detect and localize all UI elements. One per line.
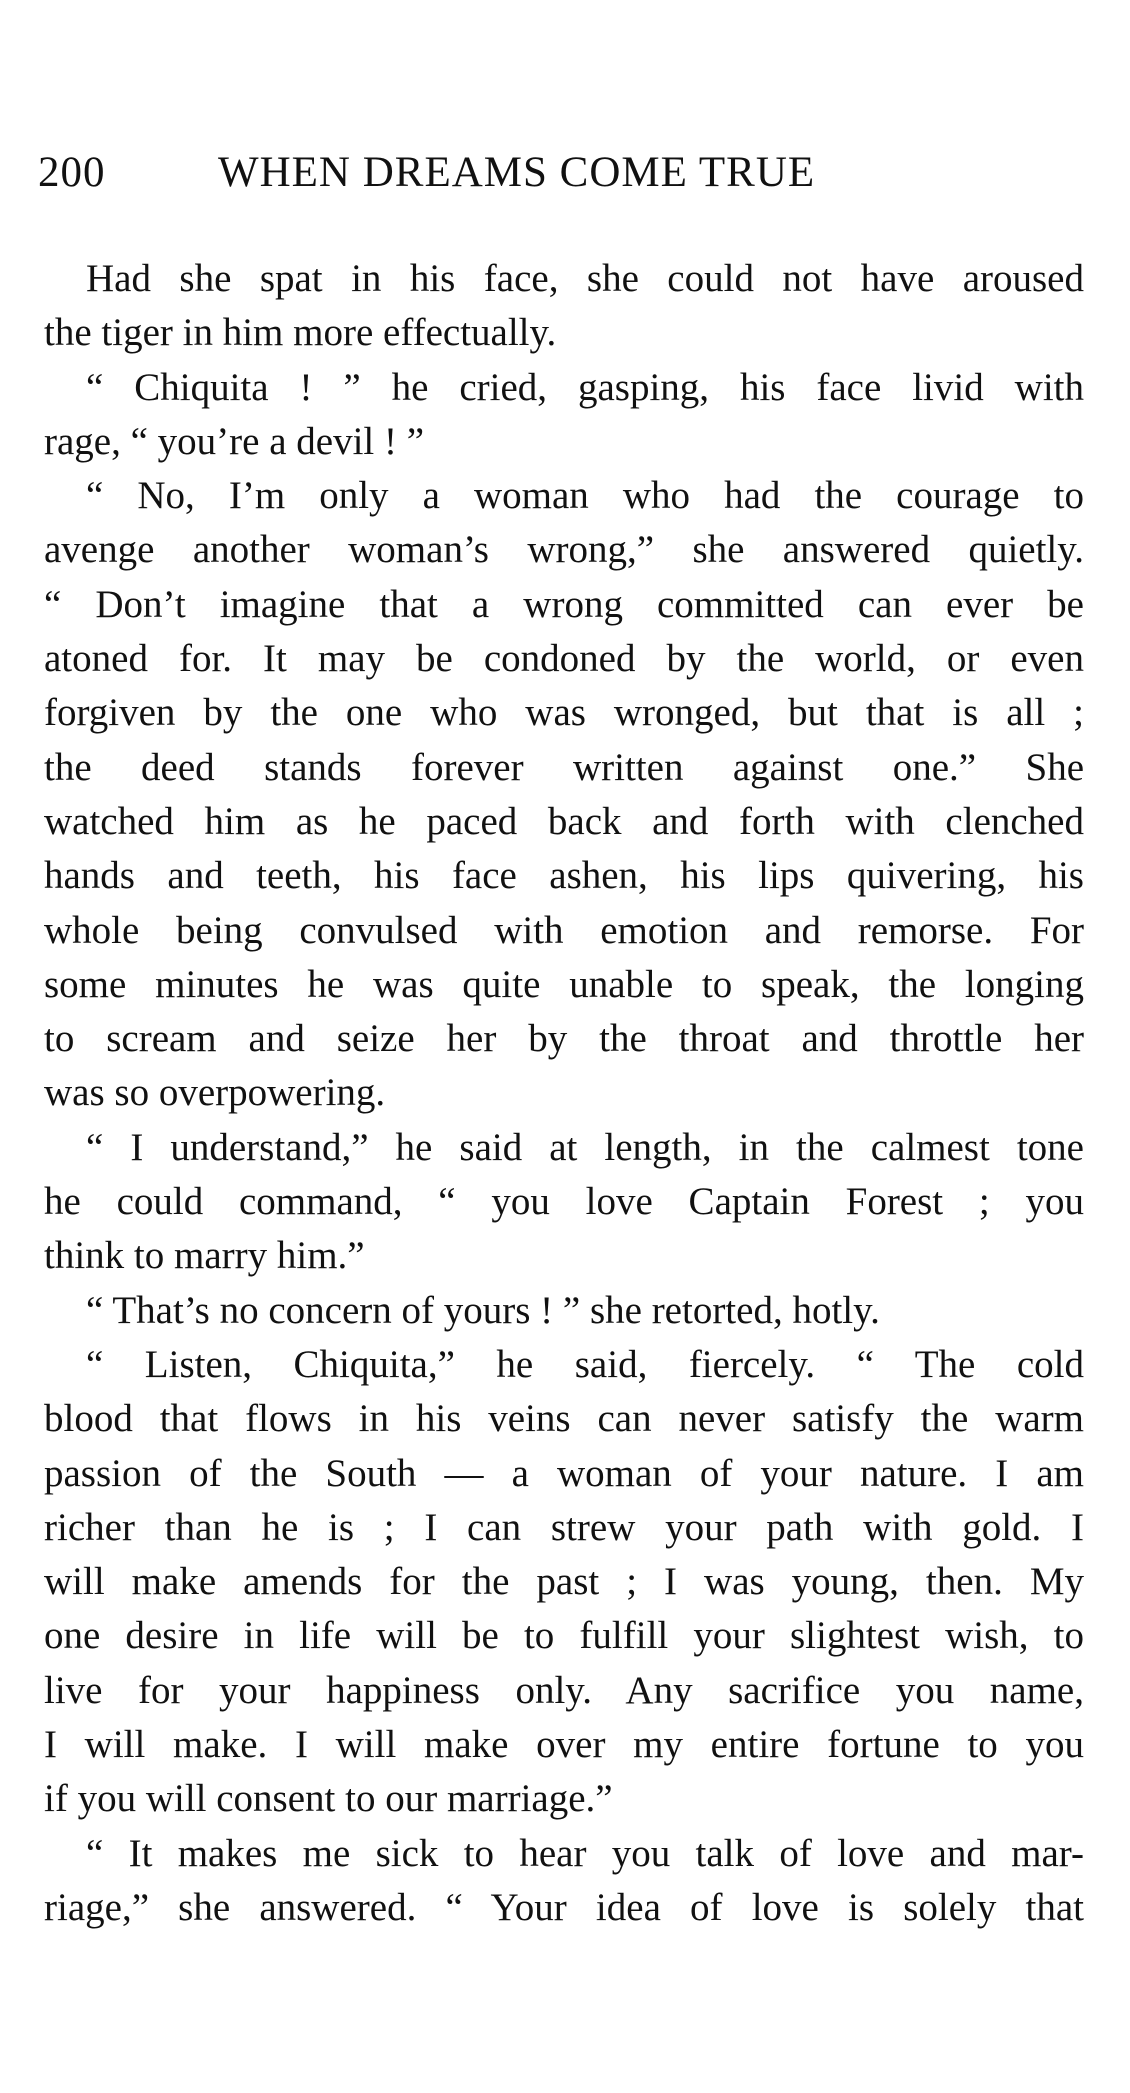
text-line: will make amends for the past ; I was young, then. My <box>44 1560 1084 1604</box>
text-line: “ No, I’m only a woman who had the courage to <box>86 474 1084 518</box>
text-line: hands and teeth, his face ashen, his lips quivering, his <box>44 854 1084 898</box>
text-line: avenge another woman’s wrong,” she answered quietly. <box>44 528 1084 572</box>
text-line: atoned for. It may be condoned by the world, or even <box>44 637 1084 681</box>
text-line: watched him as he paced back and forth with clenched <box>44 799 1084 843</box>
text-line: Had she spat in his face, she could not have aroused <box>86 257 1084 300</box>
text-line: richer than he is ; I can strew your path with gold. I <box>44 1505 1084 1549</box>
text-line: whole being convulsed with emotion and remorse. For <box>44 908 1084 952</box>
text-line: I will make. I will make over my entire fortune to you <box>44 1723 1084 1767</box>
text-line: “ It makes me sick to hear you talk of love and mar- <box>86 1831 1084 1875</box>
text-line: riage,” she answered. “ Your idea of love is solely that <box>44 1885 1084 1929</box>
text-line: rage, “ you’re a devil ! ” <box>44 419 425 463</box>
text-line: if you will consent to our marriage.” <box>44 1777 613 1821</box>
text-line: forgiven by the one who was wronged, but that is all ; <box>44 691 1084 735</box>
text-line: the tiger in him more effectually. <box>44 311 557 355</box>
page-number: 200 <box>38 149 106 196</box>
text-line: to scream and seize her by the throat and throttle her <box>44 1017 1084 1061</box>
text-line: “ That’s no concern of yours ! ” she retorted, hotly. <box>86 1288 880 1332</box>
text-line: live for your happiness only. Any sacrifice you name, <box>44 1668 1084 1712</box>
text-line: blood that flows in his veins can never satisfy the warm <box>44 1397 1084 1441</box>
text-line: the deed stands forever written against one.” She <box>44 745 1084 789</box>
text-line: he could command, “ you love Captain Forest ; you <box>44 1180 1084 1224</box>
text-line: one desire in life will be to fulfill your slightest wish, to <box>44 1614 1084 1658</box>
running-title: WHEN DREAMS COME TRUE <box>218 149 816 196</box>
text-line: passion of the South — a woman of your nature. I am <box>44 1451 1084 1495</box>
text-line: some minutes he was quite unable to speak, the longing <box>44 962 1084 1006</box>
text-line: “ Don’t imagine that a wrong committed can ever be <box>44 582 1084 626</box>
running-header <box>38 148 1092 208</box>
text-line: “ Listen, Chiquita,” he said, fiercely. “ The cold <box>86 1342 1084 1386</box>
text-line: think to marry him.” <box>44 1234 365 1278</box>
text-line: “ Chiquita ! ” he cried, gasping, his face livid with <box>86 365 1084 409</box>
text-line: was so overpowering. <box>44 1071 386 1115</box>
body-text <box>44 252 1084 1935</box>
text-line: “ I understand,” he said at length, in the calmest tone <box>86 1125 1084 1169</box>
